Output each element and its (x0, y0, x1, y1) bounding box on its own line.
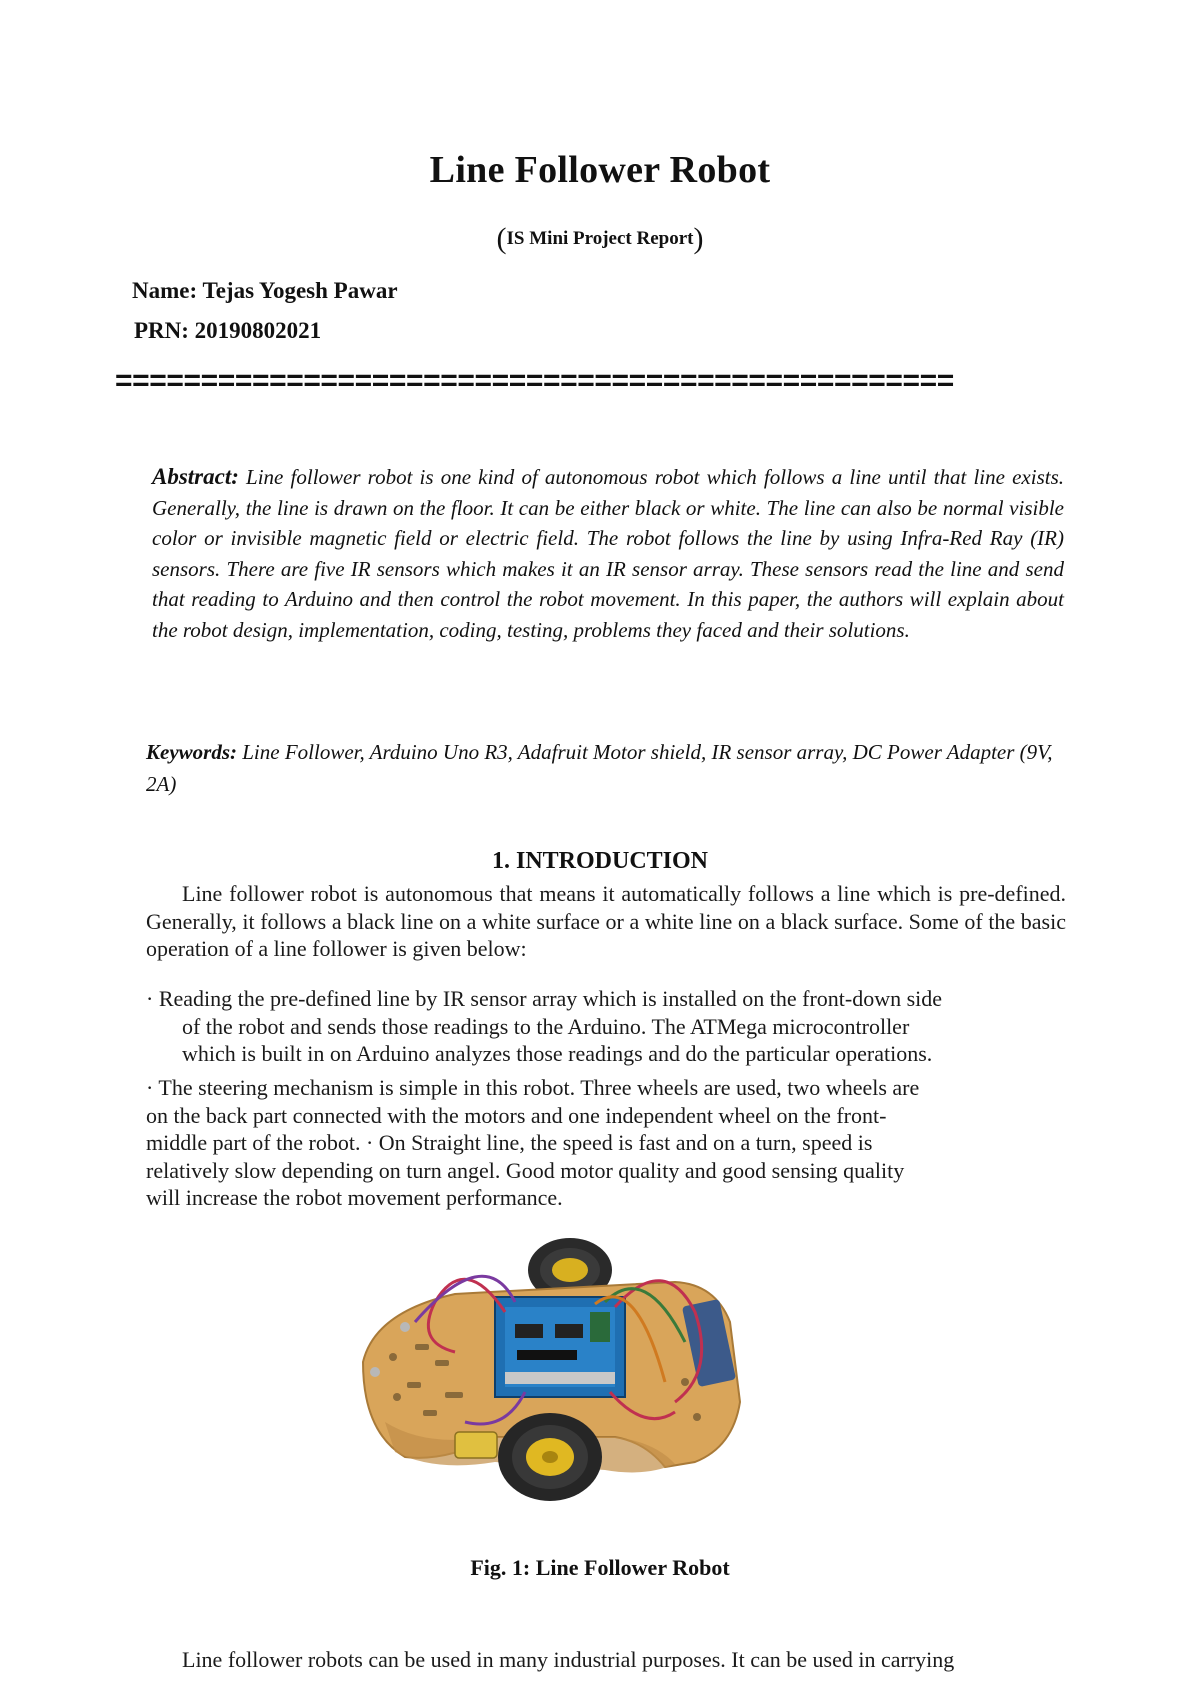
subtitle-text: IS Mini Project Report (506, 228, 694, 249)
bullet-line: · The steering mechanism is simple in this robot. Three wheels are used, two wheels are (146, 1075, 920, 1100)
abstract-label: Abstract: (152, 464, 239, 489)
author-name: Name: Tejas Yogesh Pawar (132, 278, 398, 303)
bullet-line: of the robot and sends those readings to the Arduino. The ATMega microcontroller (182, 1013, 910, 1039)
section-heading-introduction: 1. INTRODUCTION (491, 848, 709, 874)
bullet-line: which is built in on Arduino analyzes those readings and do the particular operations. (182, 1041, 933, 1066)
page-title: Line Follower Robot (429, 149, 771, 191)
robot-photo (345, 1232, 765, 1507)
subtitle-open-paren: ( (496, 222, 507, 255)
author-prn: PRN: 20190802021 (134, 318, 322, 343)
keywords-block (146, 736, 1076, 800)
bullet-item-steering (146, 1074, 1066, 1212)
bullet-line: relatively slow depending on turn angel. Good motor quality and good sensing quality (146, 1157, 905, 1183)
abstract-text: Line follower robot is one kind of autonomous robot which follows a line until that line exists. Generally, the line is drawn on the floor. It can be either black or white. The line can also be normal visible color or invisible magnetic field or electric field. The robot follows the line by using Infra-Red Ray (IR) sensors. There are five IR sensors which makes it an IR sensor array. These sensors read the line and send that reading to Arduino and then control the robot movement. In this paper, the authors will explain about the robot design, implementation, coding, testing, problems they faced and their solutions. (152, 465, 1065, 642)
bullet-line: will increase the robot movement performance. (146, 1185, 563, 1210)
bullet-line: on the back part connected with the motors and one independent wheel on the front- (146, 1102, 887, 1128)
report-subtitle (0, 222, 1200, 256)
keywords-label: Keywords: (146, 740, 237, 764)
rear-wheel-bottom (498, 1413, 602, 1501)
arduino-board (495, 1297, 625, 1397)
continuation-paragraph: Line follower robots can be used in many industrial purposes. It can be used in carrying (182, 1647, 955, 1672)
subtitle-close-paren: ) (693, 222, 704, 255)
separator-line: ================================================= (115, 364, 954, 397)
abstract-block (152, 462, 1064, 646)
bullet-item-sensing (146, 985, 1066, 1068)
introduction-paragraph: Line follower robot is autonomous that means it automatically follows a line which is pre-defined. Generally, it follows a black line on a white surface or a white line on a black surface. Some of the basic operation of a line follower is given below: (146, 881, 1066, 961)
dc-motor (455, 1432, 497, 1458)
figure-caption: Fig. 1: Line Follower Robot (470, 1555, 730, 1580)
bullet-line: · Reading the pre-defined line by IR sensor array which is installed on the front-down side (146, 986, 943, 1011)
keywords-text: Line Follower, Arduino Uno R3, Adafruit Motor shield, IR sensor array, DC Power Adapter (9V, 2A) (146, 740, 1053, 796)
bullet-line: middle part of the robot. · On Straight line, the speed is fast and on a turn, speed is (146, 1130, 873, 1155)
